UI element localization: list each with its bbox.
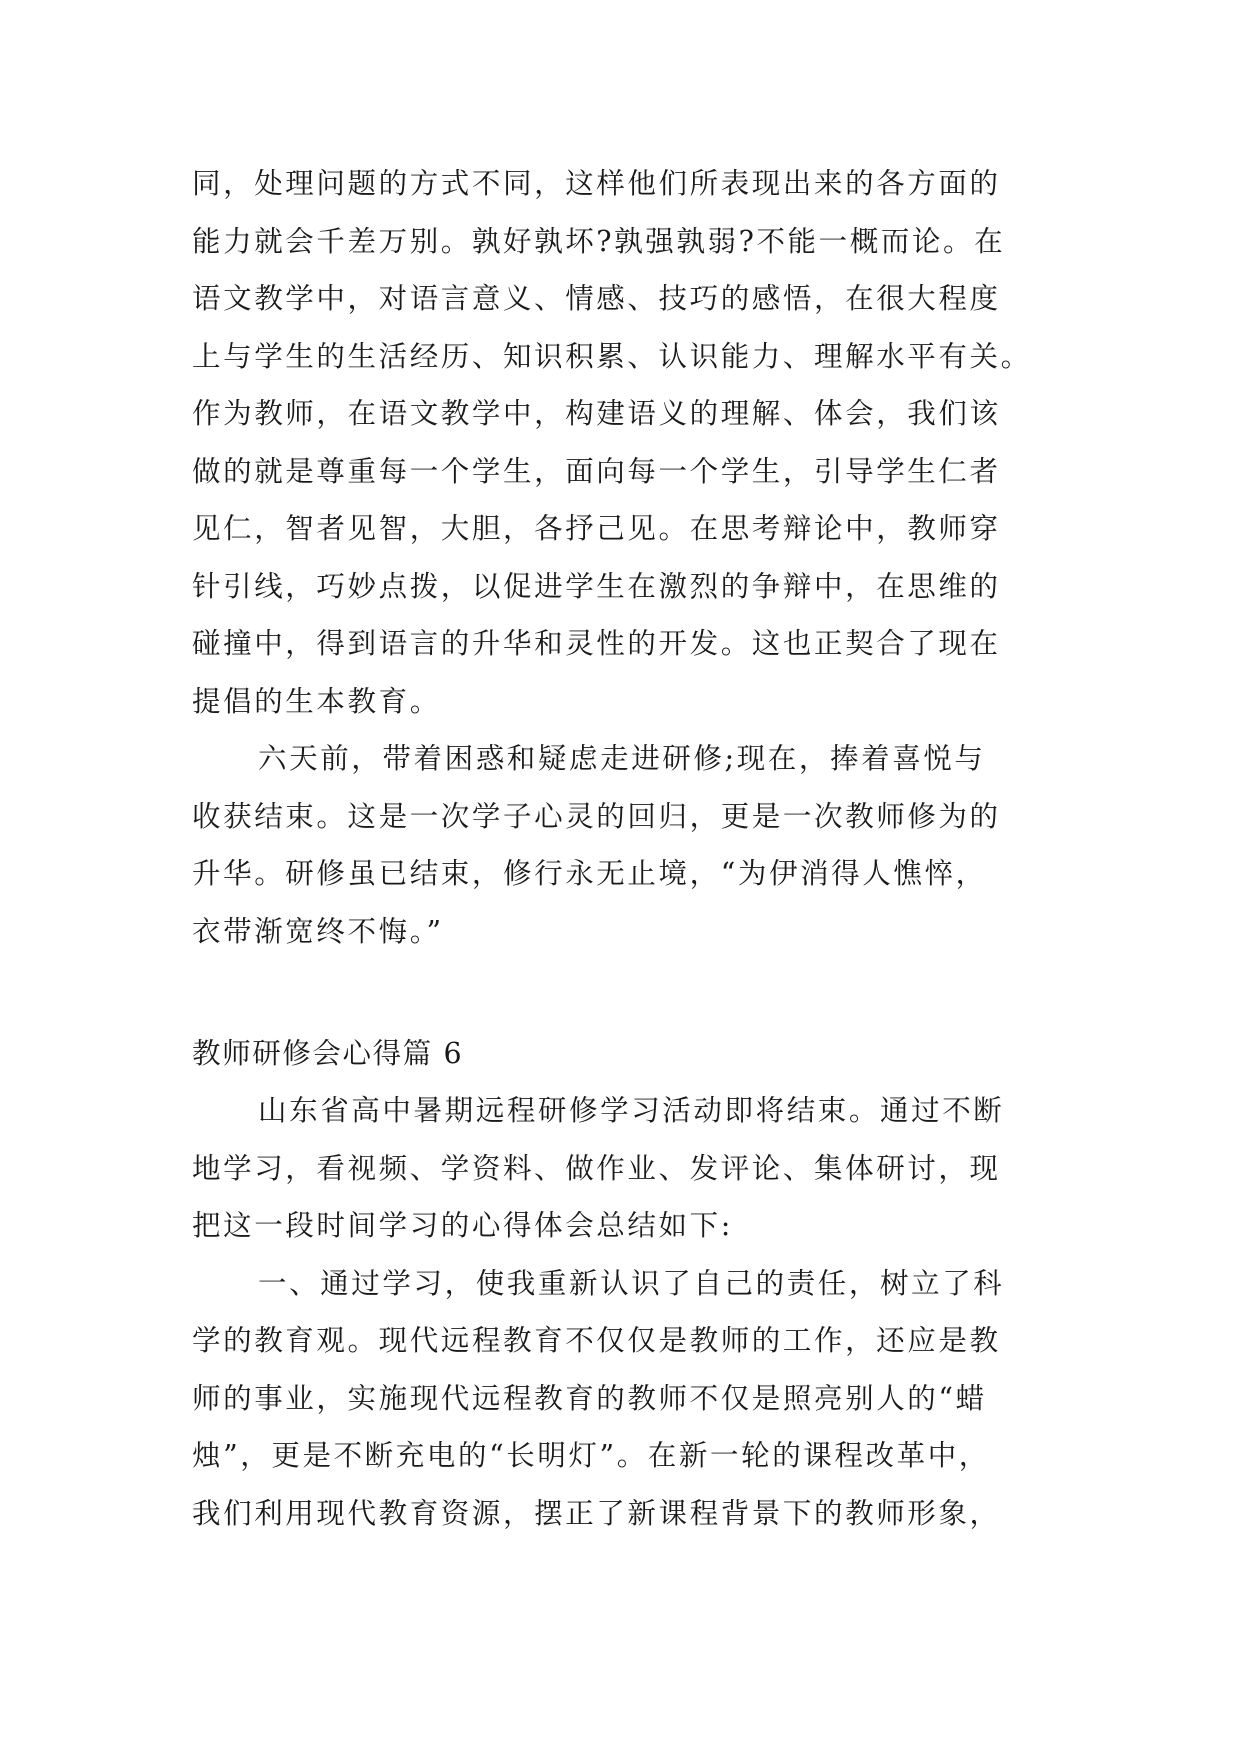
text-line: 师的事业，实施现代远程教育的教师不仅是照亮别人的“蜡 — [192, 1381, 987, 1415]
text-line: 一、通过学习，使我重新认识了自己的责任，树立了科 — [258, 1266, 1005, 1300]
text-line: 语文教学中，对语言意义、情感、技巧的感悟，在很大程度 — [192, 282, 1001, 315]
paragraph-intro — [192, 1082, 1052, 1542]
text-line: 做的就是尊重每一个学生，面向每一个学生，引导学生仁者 — [192, 454, 1001, 488]
text-line: 见仁，智者见智，大胆，各抒己见。在思考辩论中，教师穿 — [192, 512, 1001, 545]
paragraph-continuation — [192, 155, 1052, 960]
text-line: 把这一段时间学习的心得体会总结如下: — [192, 1209, 733, 1242]
text-line: 能力就会千差万别。孰好孰坏?孰强孰弱?不能一概而论。在 — [192, 224, 1006, 258]
text-line: 针引线，巧妙点拨，以促进学生在激烈的争辩中，在思维的 — [192, 569, 1001, 603]
text-line: 山东省高中暑期远程研修学习活动即将结束。通过不断 — [258, 1094, 1005, 1127]
text-line: 上与学生的生活经历、知识积累、认识能力、理解水平有关。 — [192, 339, 1032, 373]
text-line: 六天前，带着困惑和疑虑走进研修;现在，捧着喜悦与 — [258, 742, 986, 775]
text-line: 同，处理问题的方式不同，这样他们所表现出来的各方面的 — [192, 167, 1001, 200]
text-line: 地学习，看视频、学资料、做作业、发评论、集体研讨，现 — [192, 1151, 1001, 1185]
text-line: 烛”，更是不断充电的“长明灯”。在新一轮的课程改革中， — [192, 1439, 990, 1472]
text-line: 升华。研修虽已结束，修行永无止境，“为伊消得人憔悴， — [192, 857, 987, 890]
section-heading: 教师研修会心得篇 6 — [192, 1037, 464, 1070]
text-line: 学的教育观。现代远程教育不仅仅是教师的工作，还应是教 — [192, 1324, 1001, 1357]
text-line: 我们利用现代教育资源，摆正了新课程背景下的教师形象， — [192, 1496, 1001, 1530]
text-line: 衣带渐宽终不悔。” — [192, 914, 444, 948]
text-line: 碰撞中，得到语言的升华和灵性的开发。这也正契合了现在 — [192, 627, 1001, 660]
text-line: 收获结束。这是一次学子心灵的回归，更是一次教师修为的 — [192, 799, 1001, 833]
text-line: 作为教师，在语文教学中，构建语义的理解、体会，我们该 — [192, 397, 1001, 430]
text-line: 提倡的生本教育。 — [192, 684, 441, 718]
